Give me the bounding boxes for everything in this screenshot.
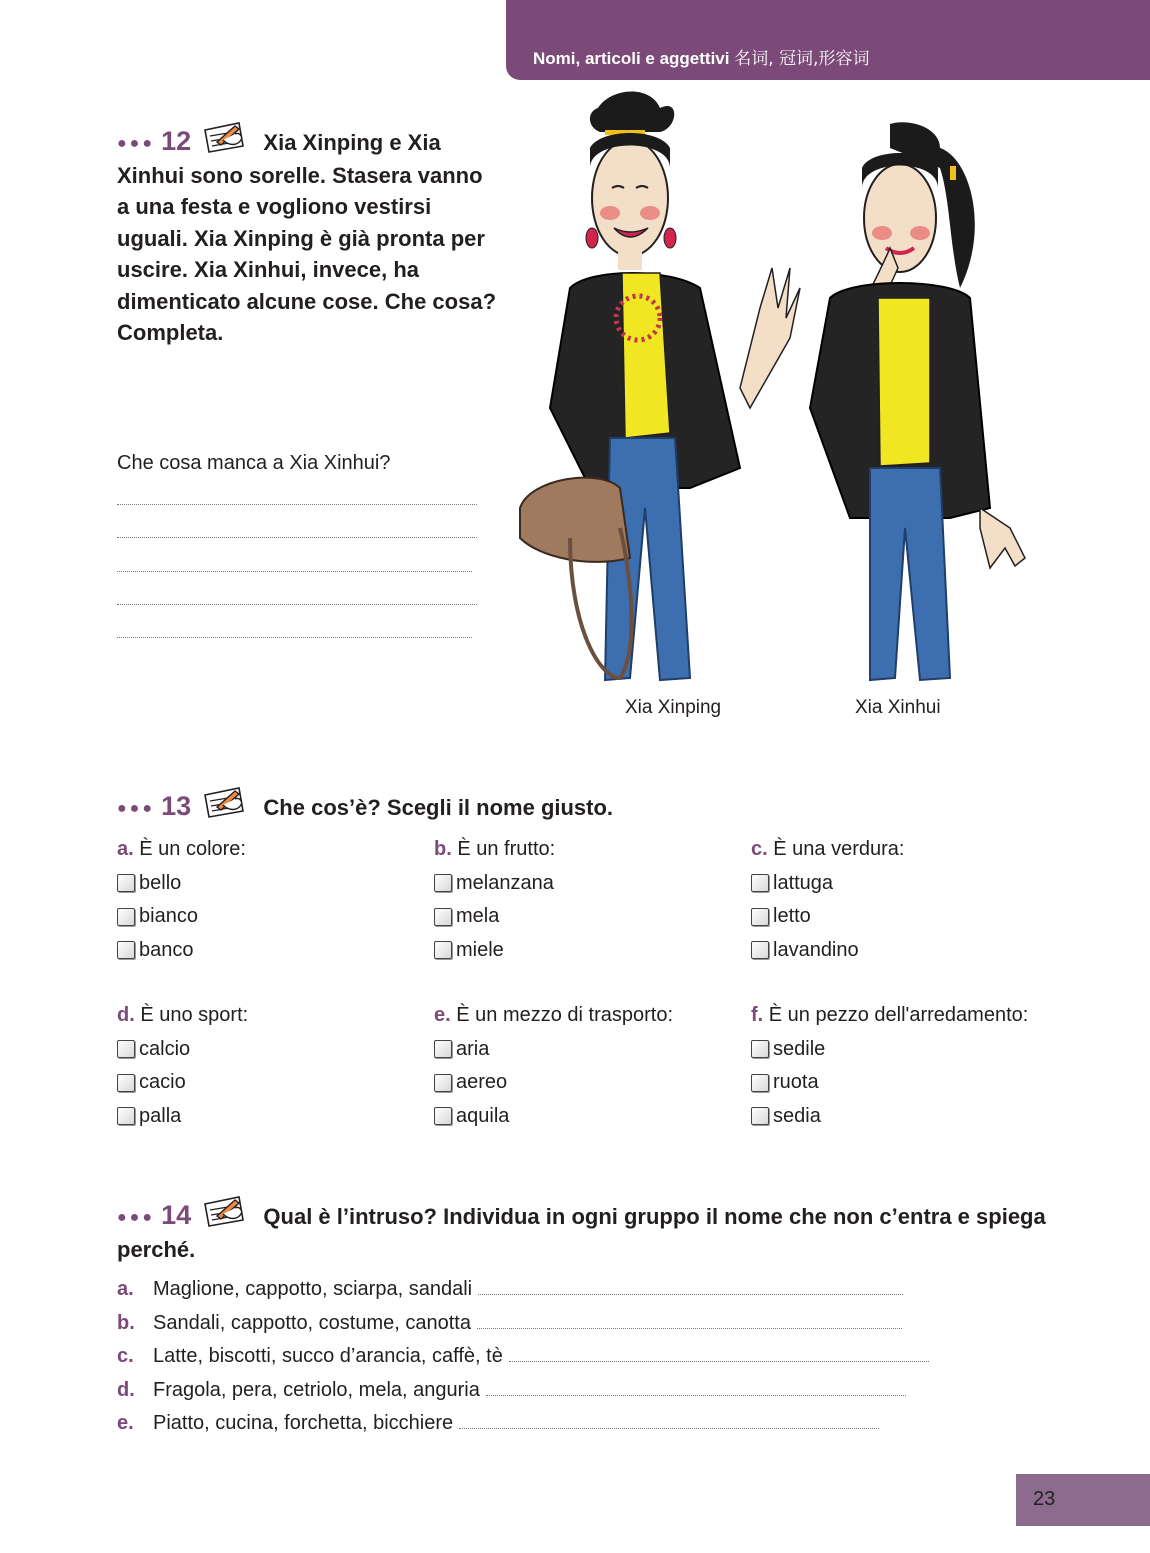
item-text: Fragola, pera, cetriolo, mela, anguria	[153, 1378, 480, 1401]
sisters-illustration	[510, 88, 1050, 698]
question-label: È uno sport:	[140, 1004, 249, 1026]
xia-xinping-figure	[520, 91, 800, 680]
exercise-13-heading	[117, 785, 1017, 825]
item-text: Latte, biscotti, succo d’arancia, caffè, tè	[153, 1345, 503, 1367]
option-label: aquila	[456, 1104, 510, 1127]
answer-line[interactable]	[117, 537, 477, 538]
option-label: letto	[773, 905, 811, 927]
chapter-title-chinese: 名词, 冠词,形容词	[734, 49, 870, 69]
option-checkbox[interactable]	[751, 867, 904, 901]
checkbox-icon[interactable]	[751, 1074, 769, 1092]
question-label: È un colore:	[139, 838, 246, 860]
exercise-number: 13	[161, 791, 192, 821]
answer-line[interactable]	[459, 1428, 879, 1429]
exercise-12-heading	[117, 120, 497, 349]
question-label: È una verdura:	[773, 838, 905, 860]
difficulty-dots: ●●●	[117, 800, 155, 817]
option-checkbox[interactable]	[751, 1100, 1028, 1134]
checkbox-icon[interactable]	[117, 908, 135, 926]
question-label: È un mezzo di trasporto:	[456, 1004, 674, 1026]
question-label: È un pezzo dell'arredamento:	[768, 1004, 1029, 1026]
exercise-13-instruction: Che cos’è? Scegli il nome giusto.	[263, 795, 614, 820]
question-letter: d.	[117, 1004, 135, 1026]
question-c	[751, 833, 904, 967]
option-checkbox[interactable]	[117, 934, 246, 968]
option-checkbox[interactable]	[751, 1033, 1028, 1067]
option-label: lattuga	[773, 871, 834, 894]
question-letter: b.	[434, 838, 452, 860]
option-label: ruota	[773, 1071, 819, 1093]
item-letter: a.	[117, 1278, 134, 1300]
option-label: miele	[456, 938, 504, 961]
option-checkbox[interactable]	[434, 1100, 673, 1134]
checkbox-icon[interactable]	[434, 1040, 452, 1058]
page-number: 23	[1033, 1488, 1056, 1510]
exercise-number: 12	[161, 126, 192, 156]
checkbox-icon[interactable]	[751, 1040, 769, 1058]
difficulty-dots: ●●●	[117, 135, 155, 152]
page-number-tab	[1016, 1474, 1150, 1526]
answer-line[interactable]	[117, 504, 477, 505]
chapter-title-italian: Nomi, articoli e aggettivi	[533, 49, 730, 68]
option-checkbox[interactable]	[434, 1033, 673, 1067]
writing-hand-icon	[201, 785, 247, 819]
checkbox-icon[interactable]	[751, 874, 769, 892]
item-letter: d.	[117, 1378, 135, 1401]
question-label: È un frutto:	[457, 838, 556, 860]
answer-line[interactable]	[486, 1395, 906, 1396]
exercise-14-heading	[117, 1194, 1077, 1265]
option-checkbox[interactable]	[117, 867, 246, 901]
option-checkbox[interactable]	[434, 1066, 673, 1100]
chapter-header-tab	[506, 0, 1150, 80]
checkbox-icon[interactable]	[117, 941, 135, 959]
option-checkbox[interactable]	[751, 934, 904, 968]
exercise-12-prompt: Che cosa manca a Xia Xinhui?	[117, 452, 391, 474]
checkbox-icon[interactable]	[434, 908, 452, 926]
option-checkbox[interactable]	[117, 1066, 248, 1100]
option-checkbox[interactable]	[751, 900, 904, 934]
option-label: palla	[139, 1104, 182, 1127]
exercise-14-list	[117, 1273, 929, 1441]
option-checkbox[interactable]	[434, 934, 555, 968]
option-checkbox[interactable]	[117, 900, 246, 934]
answer-line[interactable]	[477, 1328, 902, 1329]
option-label: banco	[139, 938, 194, 961]
answer-line[interactable]	[117, 637, 472, 638]
checkbox-icon[interactable]	[434, 941, 452, 959]
checkbox-icon[interactable]	[434, 874, 452, 892]
list-item	[117, 1340, 929, 1374]
item-text: Sandali, cappotto, costume, canotta	[153, 1311, 471, 1334]
option-label: sedia	[773, 1104, 821, 1127]
option-label: sedile	[773, 1037, 826, 1060]
option-label: bello	[139, 871, 182, 894]
question-b	[434, 833, 555, 967]
item-letter: e.	[117, 1412, 134, 1434]
option-label: aria	[456, 1037, 490, 1060]
option-checkbox[interactable]	[434, 867, 555, 901]
checkbox-icon[interactable]	[751, 1107, 769, 1125]
question-a	[117, 833, 246, 967]
question-e	[434, 999, 673, 1133]
checkbox-icon[interactable]	[117, 1074, 135, 1092]
exercise-14-instruction: Qual è l’intruso? Individua in ogni gruppo il nome che non c’entra e spiega perché.	[117, 1204, 1046, 1262]
option-checkbox[interactable]	[117, 1100, 248, 1134]
list-item	[117, 1407, 929, 1441]
item-text: Piatto, cucina, forchetta, bicchiere	[153, 1412, 454, 1434]
question-letter: e.	[434, 1004, 451, 1026]
list-item	[117, 1374, 929, 1408]
item-letter: b.	[117, 1311, 135, 1334]
answer-line[interactable]	[117, 571, 472, 572]
option-label: calcio	[139, 1037, 191, 1060]
question-f	[751, 999, 1028, 1133]
option-label: mela	[456, 905, 500, 927]
question-letter: c.	[751, 838, 768, 860]
option-label: lavandino	[773, 938, 859, 961]
exercise-number: 14	[161, 1200, 192, 1230]
caption-xia-xinping: Xia Xinping	[625, 697, 722, 718]
option-checkbox[interactable]	[117, 1033, 248, 1067]
item-text: Maglione, cappotto, sciarpa, sandali	[153, 1278, 473, 1300]
option-label: cacio	[139, 1071, 186, 1093]
option-label: aereo	[456, 1071, 508, 1093]
list-item	[117, 1273, 929, 1307]
option-label: melanzana	[456, 871, 554, 894]
difficulty-dots: ●●●	[117, 1209, 155, 1226]
option-label: bianco	[139, 905, 198, 927]
item-letter: c.	[117, 1345, 134, 1367]
answer-line[interactable]	[509, 1361, 929, 1362]
answer-line[interactable]	[117, 604, 477, 605]
checkbox-icon[interactable]	[117, 1040, 135, 1058]
writing-hand-icon	[201, 120, 247, 154]
caption-xia-xinhui: Xia Xinhui	[855, 697, 941, 718]
list-item	[117, 1307, 929, 1341]
writing-hand-icon	[201, 1194, 247, 1228]
chapter-title	[533, 44, 869, 69]
checkbox-icon[interactable]	[434, 1074, 452, 1092]
checkbox-icon[interactable]	[751, 941, 769, 959]
question-letter: f.	[751, 1004, 764, 1026]
option-checkbox[interactable]	[434, 900, 555, 934]
checkbox-icon[interactable]	[117, 1107, 135, 1125]
answer-line[interactable]	[478, 1294, 903, 1295]
question-d	[117, 999, 248, 1133]
exercise-12-instruction: Xia Xinping e Xia Xinhui sono sorelle. Stasera vanno a una festa e vogliono vestirsi uguali. Xia Xinping è già pronta per uscire. Xia Xinhui, invece, ha dimenticato alcune cose. Che cosa? Completa.	[117, 130, 497, 345]
checkbox-icon[interactable]	[117, 874, 135, 892]
checkbox-icon[interactable]	[434, 1107, 452, 1125]
checkbox-icon[interactable]	[751, 908, 769, 926]
xia-xinhui-figure	[810, 122, 1025, 680]
option-checkbox[interactable]	[751, 1066, 1028, 1100]
question-letter: a.	[117, 838, 134, 860]
